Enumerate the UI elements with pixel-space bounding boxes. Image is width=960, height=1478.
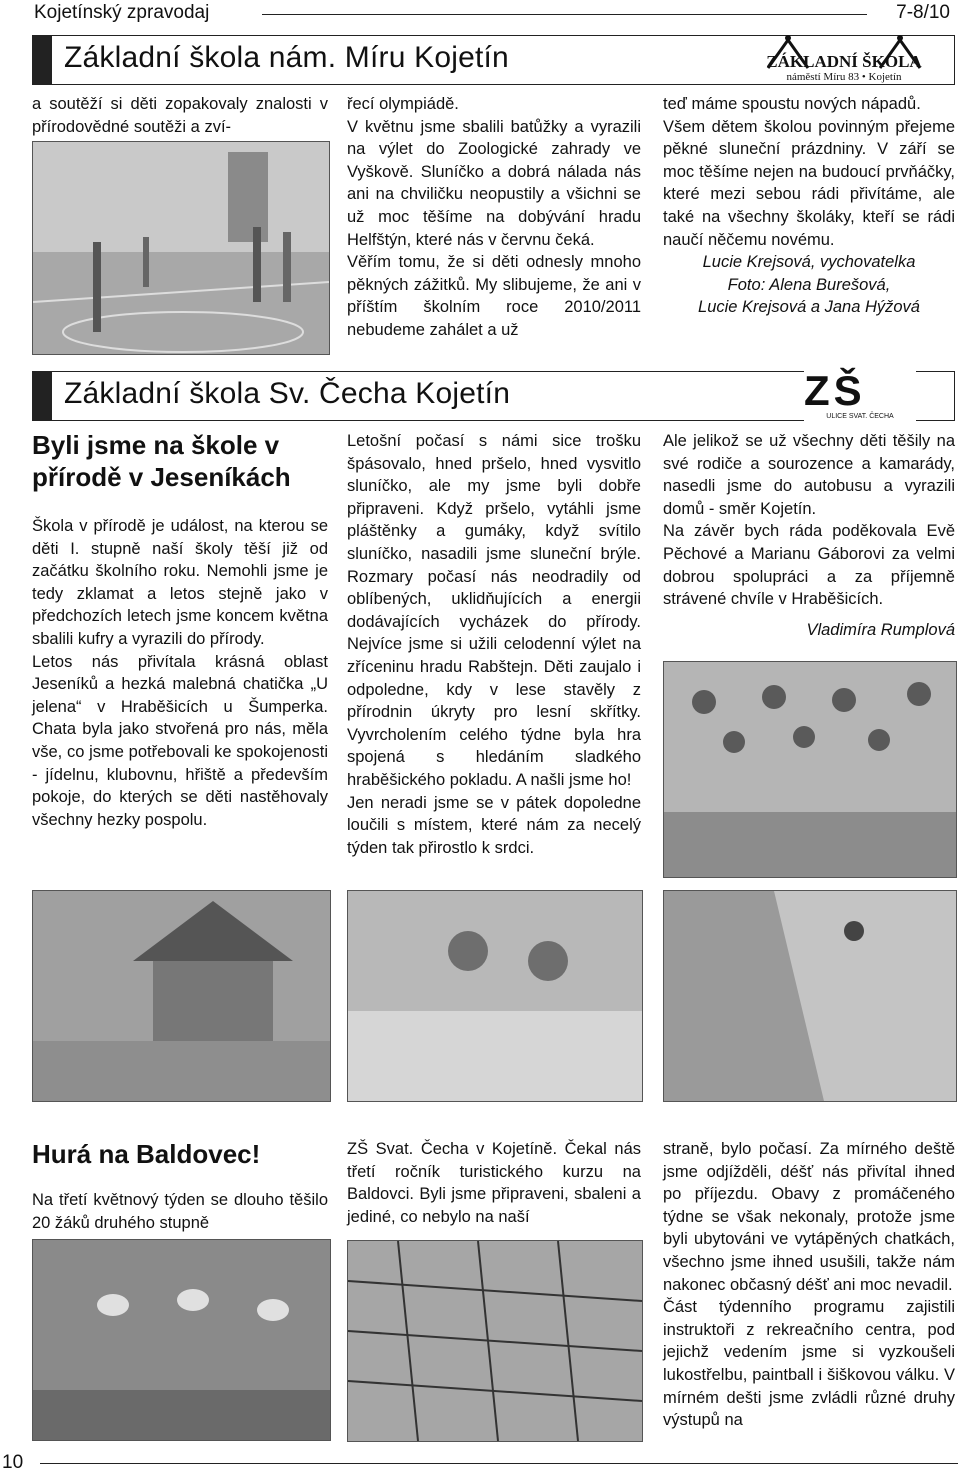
- photo-boys-at-table: [347, 890, 643, 1102]
- s1-column-2: [347, 93, 641, 342]
- s2-col1-p1: Škola v přírodě je událost, na kterou se děti I. stupně naší školy těší již od začátku školního roku. Nemohli jsme je tedy zklamat a letos stejně jako v předchozích letech jsme koncem května sbalili kufry a vyrazili do přírody.: [32, 517, 328, 648]
- photo-gym-competition: [32, 141, 330, 355]
- s3-col2-text: ZŠ Svat. Čecha v Kojetíně. Čekal nás třetí ročník turistického kurzu na Baldovci. Byli jsme připraveni, sbaleni a jediné, co nebylo na naší: [347, 1140, 641, 1226]
- s2-col3-p1: Ale jelikož se už všechny děti těšily na své rodiče a sourozence a kamarády, nasedli jsme do autobusu a vyrazili domů - směr Kojetín.: [663, 432, 955, 518]
- s1-column-3: [663, 93, 955, 319]
- logo-address: náměstí Míru 83 • Kojetín: [786, 71, 902, 83]
- s2-signature: Vladimíra Rumplová: [806, 620, 955, 639]
- band-shade: [32, 36, 52, 84]
- school-logo-cecha: [804, 367, 916, 424]
- logo-name: ZÁKLADNÍ ŠKOLA: [766, 52, 922, 71]
- section-title-zs-miru: Základní škola nám. Míru Kojetín: [64, 41, 509, 74]
- s1-col3-p1: teď máme spoustu nových nápadů.: [663, 95, 921, 113]
- s3-column-3: [663, 1138, 955, 1432]
- photo-helmets-group: [32, 1239, 331, 1441]
- s3-column-1: [32, 1138, 328, 1234]
- s3-col3-p2: Část týdenního programu zajistili instruktoři z rekreačního centra, pod jejichž vedením jsme si vyzkoušeli lukostřelbu, paintball i šiškovou válku. V mírném dešti jsme zvládli různé druhy výstupů na: [663, 1298, 955, 1430]
- s1-signature-photo: Foto: Alena Burešová,: [727, 275, 891, 294]
- school-logo-miru: [758, 30, 930, 86]
- s1-col3-p2: Všem dětem školou povinným přejeme pěkné sluneční prázdniny. V září se moc těšíme nejen na budoucí prvňáčky, které mezi sebou rádi přivítáme, ale také na všechny školáky, kteří se rádi naučí něčemu novému.: [663, 117, 955, 249]
- logo-zs-letters: ZŠ: [804, 367, 866, 414]
- s3-col3-p1: straně, bylo počasí. Za mírného deště jsme odjížděli, déšť nás přivítal ihned po příjezdu. Obavy z promáčeného týdne se však nekonaly, protože jsme byli ubytováni ve vytápěných chatkách, všechno jsme ihned usušili, takže nám nakonec občasný déšť ani moc nevadil.: [663, 1140, 955, 1294]
- logo-zs-street: ULICE SVAT. ČECHA: [826, 413, 894, 420]
- s2-column-2: [347, 430, 641, 859]
- photo-cottage-group: [32, 890, 331, 1102]
- s1-col2-p1: řecí olympiádě.: [347, 95, 459, 113]
- page-number: 10: [2, 1452, 24, 1473]
- photo-group-costumes: [663, 661, 957, 878]
- s2-column-1: [32, 429, 328, 831]
- section-title-zs-cecha: Základní škola Sv. Čecha Kojetín: [64, 377, 511, 410]
- s1-col2-p2: V květnu jsme sbalili batůžky a vyrazili na výlet do Zoologické zahrady ve Vyškově. Sluníčko a dobrá nálada nás ani na chviličku neopustily a všichni se už moc těšíme na dobývání hradu Helfštýn, které nás v červnu čeká.: [347, 117, 641, 249]
- s2-col2-p2: Jen neradi jsme se v pátek dopoledne loučili s místem, které nám za necelý týden tak přirostlo k srdci.: [347, 793, 641, 857]
- article-heading-jeseniky: Byli jsme na škole v přírodě v Jeseníkách: [32, 430, 291, 492]
- s3-column-2: [347, 1138, 641, 1228]
- s1-column-1: [32, 93, 328, 138]
- s3-col1-text: Na třetí květnový týden se dlouho těšilo 20 žáků druhého stupně: [32, 1191, 328, 1232]
- footer-rule: [40, 1463, 958, 1464]
- s1-col1-text: a soutěží si děti zopakovaly znalosti v přírodovědné soutěži a zví-: [32, 95, 328, 136]
- article-heading-baldovec: Hurá na Baldovec!: [32, 1139, 261, 1169]
- s2-col1-p2: Letos nás přivítala krásná oblast Jeseníků a hezká malebná chatička „U jelena“ v Hraběšicích u Šumperka. Chata byla jako stvořená pro nás, měla vše, co jsme potřebovali ke spokojenosti - jídelnu, klubovnu, hřiště a především pokoje, do kterých se děti nastěhovaly všechny hezky pospolu.: [32, 652, 328, 829]
- band-shade: [32, 372, 52, 420]
- header-rule: [262, 14, 867, 15]
- issue-number: 7-8/10: [896, 2, 950, 23]
- s1-signature-author: Lucie Krejsová, vychovatelka: [702, 253, 916, 272]
- s1-col2-p3: Věřím tomu, že si děti odnesly mnoho pěkných zážitků. My slibujeme, že ani v příštím školním roce 2010/2011 nebudeme zahálet a už: [347, 253, 641, 339]
- s1-signature-photo-names: Lucie Krejsová a Jana Hýžová: [698, 298, 920, 317]
- s2-column-3: [663, 430, 955, 641]
- newsletter-title: Kojetínský zpravodaj: [34, 2, 210, 23]
- photo-climbing-wall: [663, 890, 957, 1102]
- photo-rope-net: [347, 1240, 643, 1442]
- s2-col3-p2: Na závěr bych ráda poděkovala Evě Pěchové a Marianu Gáborovi za velmi dobrou spolupráci a za příjemně strávené chvíle v Hraběšicích.: [663, 522, 955, 609]
- s2-col2-p1: Letošní počasí s námi sice trošku špásovalo, hned pršelo, hned vysvitlo sluníčko, ale my jsme byli dobře připraveni. Když pršelo, vytáhli jsme pláštěnky a gumáky, když svítilo sluníčko, nasadili jsme sluneční brýle. Rozmary počasí nás neodradily od oblíbených, uklidňujících a energii dodávajících vycházek do přírody. Nejvíce jsme si užili celodenní výlet na zříceninu hradu Rabštejn. Děti zaujalo i odpoledne, kdy v lese stavěly z přírodnin úkryty pro lesní skřítky. Vyvrcholením celého týdne byla hra spojená s hledáním sladkého hraběšického pokladu. A našli jsme ho!: [347, 432, 641, 789]
